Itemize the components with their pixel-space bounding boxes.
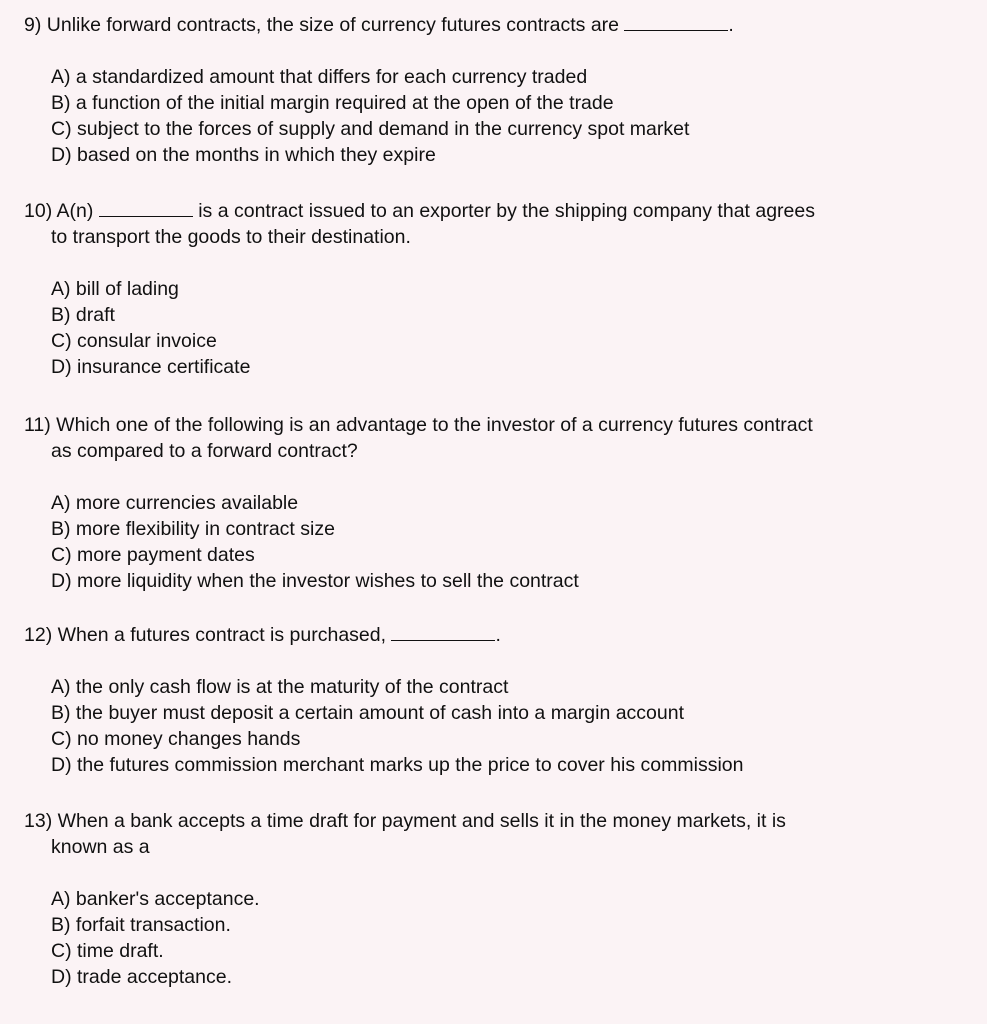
question-number: 9) — [24, 14, 42, 36]
question-13 — [24, 808, 974, 990]
stem-text: When a bank accepts a time draft for payment and sells it in the money markets, it is — [57, 810, 786, 832]
option-a: A) the only cash flow is at the maturity of the contract — [51, 676, 509, 698]
stem-text: A(n) — [56, 200, 94, 222]
option-d: D) the futures commission merchant marks up the price to cover his commission — [51, 754, 744, 776]
stem-continuation: as compared to a forward contract? — [51, 440, 358, 462]
question-12 — [24, 622, 974, 778]
question-number: 13) — [24, 810, 53, 832]
answer-blank — [624, 12, 728, 31]
question-stem — [24, 12, 974, 38]
question-stem — [24, 198, 974, 250]
stem-continuation: to transport the goods to their destination. — [51, 226, 411, 248]
question-number: 10) — [24, 200, 53, 222]
answer-blank — [391, 622, 495, 641]
stem-text: Which one of the following is an advantage to the investor of a currency futures contract — [56, 414, 813, 436]
option-b: B) the buyer must deposit a certain amount of cash into a margin account — [51, 702, 685, 724]
answer-options — [24, 276, 974, 380]
option-a: A) bill of lading — [51, 278, 179, 300]
stem-text: Unlike forward contracts, the size of currency futures contracts are — [46, 14, 619, 36]
option-a: A) more currencies available — [51, 492, 299, 514]
answer-blank — [99, 198, 193, 217]
question-stem — [24, 622, 974, 648]
question-number: 11) — [24, 414, 51, 436]
answer-options — [24, 674, 974, 778]
option-b: B) forfait transaction. — [51, 914, 231, 936]
option-d: D) insurance certificate — [51, 356, 251, 378]
option-b: B) a function of the initial margin required at the open of the trade — [51, 92, 614, 114]
option-c: C) consular invoice — [51, 330, 217, 352]
stem-continuation: known as a — [51, 836, 150, 858]
option-d: D) based on the months in which they expire — [51, 144, 436, 166]
stem-text-after: . — [495, 624, 501, 646]
option-c: C) subject to the forces of supply and demand in the currency spot market — [51, 118, 690, 140]
stem-text: When a futures contract is purchased, — [57, 624, 387, 646]
option-a: A) a standardized amount that differs for each currency traded — [51, 66, 588, 88]
option-c: C) no money changes hands — [51, 728, 301, 750]
stem-text-after: is a contract issued to an exporter by the shipping company that agrees — [198, 200, 815, 222]
option-b: B) draft — [51, 304, 115, 326]
option-b: B) more flexibility in contract size — [51, 518, 335, 540]
option-c: C) time draft. — [51, 940, 164, 962]
answer-options — [24, 64, 974, 168]
question-11 — [24, 412, 974, 594]
answer-options — [24, 490, 974, 594]
option-d: D) trade acceptance. — [51, 966, 233, 988]
option-d: D) more liquidity when the investor wishes to sell the contract — [51, 570, 579, 592]
question-9 — [24, 12, 974, 168]
question-stem — [24, 412, 974, 464]
question-number: 12) — [24, 624, 53, 646]
stem-text-after: . — [728, 14, 734, 36]
question-10 — [24, 198, 974, 380]
question-stem — [24, 808, 974, 860]
answer-options — [24, 886, 974, 990]
option-a: A) banker's acceptance. — [51, 888, 260, 910]
option-c: C) more payment dates — [51, 544, 255, 566]
